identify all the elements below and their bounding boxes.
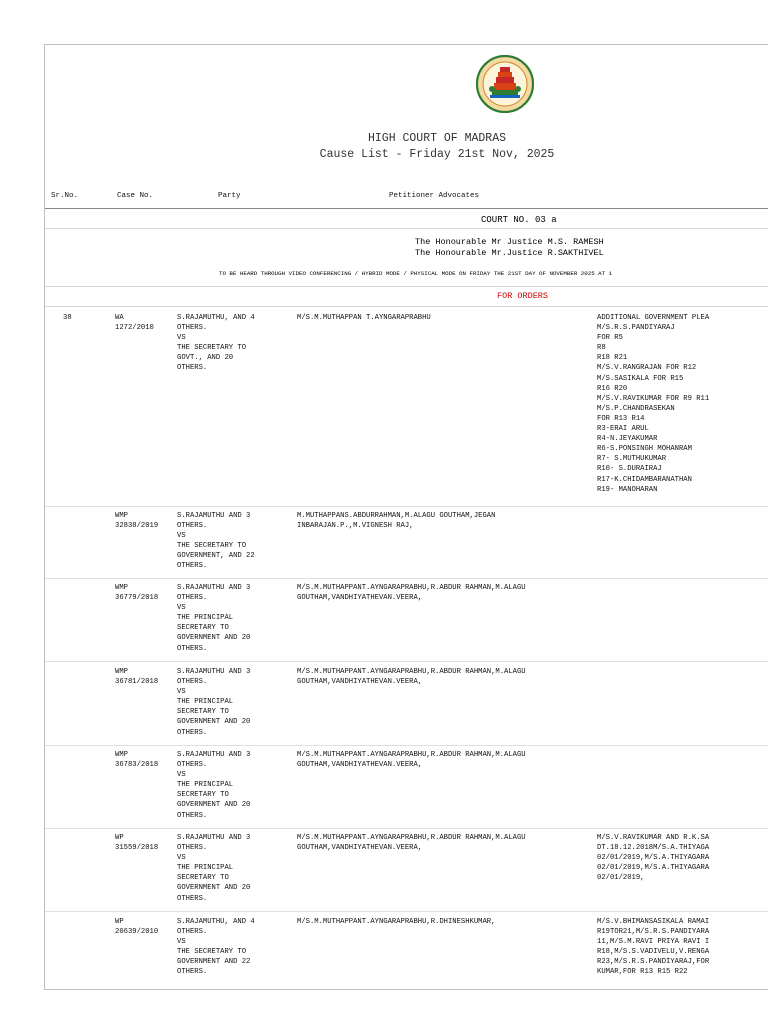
hearing-notice: TO BE HEARD THROUGH VIDEO CONFERENCING / HYBRID MODE / PHYSICAL MODE ON FRIDAY THE 21ST DAY OF NOVEMBER 2025 AT 1 [219, 270, 613, 277]
row-case-no[interactable]: WMP 36781/2018 [115, 668, 159, 687]
row-party: S.RAJAMUTHU, AND 4 OTHERS. VS THE SECRETARY TO GOVERNMENT AND 22 OTHERS. [177, 918, 255, 977]
section-heading: FOR ORDERS [497, 291, 549, 301]
row-case-no[interactable]: WP 20639/2010 [115, 918, 159, 937]
header-divider [45, 208, 768, 209]
divider [45, 306, 768, 307]
row-respondent-advocates: ADDITIONAL GOVERNMENT PLEA M/S.R.S.PANDIYARAJ FOR R5 R8 R18 R21 M/S.V.RANGRAJAN FOR R12 M/S.SASIKALA FOR R15 R16 R20 M/S.V.RAVIKUMAR FOR R9 R11 M/S.P.CHANDRASEKAN FOR R13 R14 R3-ERAI ARUL R4-N.JEYAKUMAR R6-S.PONSINGH MOHANRAM R7- S.MUTHUKUMAR R10- S.DURAIRAJ R17-K.CHIDAMBARANATHAN R19- MANOHARAN [597, 314, 710, 494]
row-party: S.RAJAMUTHU, AND 4 OTHERS. VS THE SECRETARY TO GOVT., AND 20 OTHERS. [177, 314, 255, 373]
row-party: S.RAJAMUTHU AND 3 OTHERS. VS THE PRINCIPAL SECRETARY TO GOVERNMENT AND 20 OTHERS. [177, 751, 251, 820]
row-party: S.RAJAMUTHU AND 3 OTHERS. VS THE SECRETARY TO GOVERNMENT, AND 22 OTHERS. [177, 512, 255, 571]
cause-list-page [44, 44, 768, 990]
header-case-no: Case No. [117, 192, 154, 200]
row-case-no[interactable]: WMP 36779/2018 [115, 584, 159, 603]
row-petitioner-advocates: M/S.M.MUTHAPPANT.AYNGARAPRABHU,R.DHINESHKUMAR, [297, 918, 496, 926]
header-party: Party [218, 192, 241, 200]
row-sr-no: 38 [63, 314, 72, 322]
row-case-no[interactable]: WA 1272/2010 [115, 314, 154, 333]
row-case-no[interactable]: WMP 32838/2019 [115, 512, 159, 531]
row-party: S.RAJAMUTHU AND 3 OTHERS. VS THE PRINCIPAL SECRETARY TO GOVERNMENT AND 20 OTHERS. [177, 584, 251, 653]
row-respondent-advocates: M/S.V.BHIMANSASIKALA RAMAI R19TOR21,M/S.R.S.PANDIYARA 11,M/S.M.RAVI PRIYA RAVI I R18,M/S.S.VADIVELU,V.RENGA R23,M/S.R.S.PANDIYARAJ,FOR KUMAR,FOR R13 R15 R22 [597, 918, 710, 977]
row-divider [45, 661, 768, 662]
row-petitioner-advocates: M.MUTHAPPANS.ABDURRAHMAN,M.ALAGU GOUTHAM,JEGAN INBARAJAN.P.,M.VIGNESH RAJ, [297, 512, 496, 531]
divider [45, 228, 768, 229]
row-divider [45, 578, 768, 579]
row-divider [45, 911, 768, 912]
divider [45, 286, 768, 287]
row-divider [45, 506, 768, 507]
row-party: S.RAJAMUTHU AND 3 OTHERS. VS THE PRINCIPAL SECRETARY TO GOVERNMENT AND 20 OTHERS. [177, 834, 251, 903]
row-divider [45, 828, 768, 829]
row-petitioner-advocates: M/S.M.MUTHAPPANT.AYNGARAPRABHU,R.ABDUR RAHMAN,M.ALAGU GOUTHAM,VANDHIYATHEVAN.VEERA, [297, 584, 526, 603]
row-case-no[interactable]: WP 31559/2018 [115, 834, 159, 853]
judge-2: The Honourable Mr.Justice R.SAKTHIVEL [415, 248, 604, 258]
header-sr-no: Sr.No. [51, 192, 79, 200]
page-subtitle: Cause List - Friday 21st Nov, 2025 [319, 148, 555, 161]
court-number: COURT NO. 03 a [481, 215, 557, 225]
row-petitioner-advocates: M/S.M.MUTHAPPAN T.AYNGARAPRABHU [297, 314, 431, 322]
page-title: HIGH COURT OF MADRAS [367, 132, 507, 145]
row-divider [45, 745, 768, 746]
judge-1: The Honourable Mr Justice M.S. RAMESH [415, 237, 604, 247]
row-petitioner-advocates: M/S.M.MUTHAPPANT.AYNGARAPRABHU,R.ABDUR RAHMAN,M.ALAGU GOUTHAM,VANDHIYATHEVAN.VEERA, [297, 668, 526, 687]
header-petitioner-advocates: Petitioner Advocates [389, 192, 480, 200]
row-case-no[interactable]: WMP 36783/2018 [115, 751, 159, 770]
row-petitioner-advocates: M/S.M.MUTHAPPANT.AYNGARAPRABHU,R.ABDUR RAHMAN,M.ALAGU GOUTHAM,VANDHIYATHEVAN.VEERA, [297, 834, 526, 853]
row-petitioner-advocates: M/S.M.MUTHAPPANT.AYNGARAPRABHU,R.ABDUR RAHMAN,M.ALAGU GOUTHAM,VANDHIYATHEVAN.VEERA, [297, 751, 526, 770]
row-party: S.RAJAMUTHU AND 3 OTHERS. VS THE PRINCIPAL SECRETARY TO GOVERNMENT AND 20 OTHERS. [177, 668, 251, 737]
tamil-nadu-emblem-icon [476, 55, 534, 113]
row-respondent-advocates: M/S.V.RAVIKUMAR AND R.K.SA DT.18.12.2018M/S.A.THIYAGA 02/01/2019,M/S.A.THIYAGARA 02/01/2019,M/S.A.THIYAGARA 02/01/2019, [597, 834, 710, 883]
